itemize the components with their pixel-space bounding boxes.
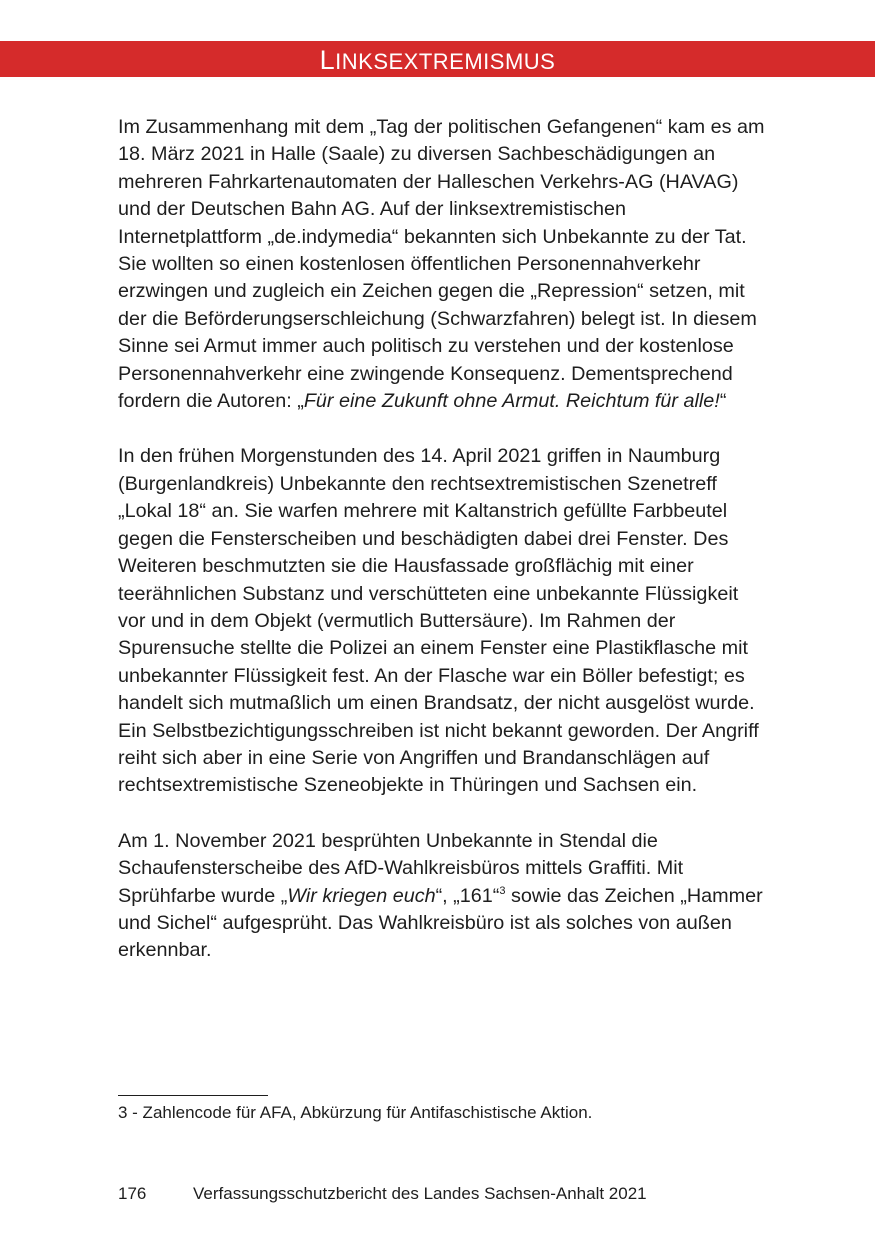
page-number: 176: [118, 1184, 147, 1203]
footnote: 3 - Zahlencode für AFA, Abkürzung für Antifaschistische Aktion.: [118, 1103, 593, 1122]
footnote-divider: [118, 1095, 268, 1096]
main-text: [118, 114, 768, 965]
quote-zukunft: Für eine Zukunft ohne Armut. Reichtum für alle!: [303, 390, 720, 413]
paragraph-naumburg: In den frühen Morgenstunden des 14. April 2021 griffen in Naumburg (Burgenlandkreis) Unbekannte den rechtsextremistischen Szenetreff „Lokal 18“ an. Sie warfen mehrere mit Kaltanstrich gefüllte Farbbeutel gegen die Fensterscheiben und beschädigten dabei drei Fenster. Des Weiteren beschmutzten sie die Hausfassade großflächig mit einer teerähnlichen Substanz und verschütteten eine unbekannte Flüssigkeit vor und in dem Objekt (vermutlich Buttersäure). Im Rahmen der Spurensuche stellte die Polizei an einem Fenster eine Plastikflasche mit unbekannter Flüssigkeit fest. An der Flasche war ein Böller befestigt; es handelt sich mutmaßlich um einen Brandsatz, der nicht ausgelöst wurde. Ein Selbstbezichtigungsschreiben ist nicht bekannt geworden. Der Angriff reiht sich aber in eine Serie von Angriffen und Brandanschlägen auf rechtsextremistische Szeneobjekte in Thüringen und Sachsen ein.: [118, 445, 759, 797]
footer-title: Verfassungsschutzbericht des Landes Sachsen-Anhalt 2021: [193, 1184, 647, 1203]
paragraph-halle: Im Zusammenhang mit dem „Tag der politischen Gefangenen“ kam es am 18. März 2021 in Halle (Saale) zu diversen Sachbeschädigungen an mehreren Fahrkartenautomaten der Halleschen Verkehrs-AG (HAVAG) und der Deutschen Bahn AG. Auf der linksextremistischen Internetplattform „de.indymedia“ bekannten sich Unbekannte zu der Tat. Sie wollten so einen kostenlosen öffentlichen Personennahverkehr erzwingen und zugleich ein Zeichen gegen die „Repression“ setzen, mit der die Beförderungserschleichung (Schwarzfahren) belegt ist. In diesem Sinne sei Armut immer auch politisch zu verstehen und der kostenlose Personennahverkehr eine zwingende Konsequenz. Dementsprechend fordern die Autoren: „Für eine Zukunft ohne Armut. Reichtum für alle!“: [118, 116, 765, 413]
section-title: [0, 43, 875, 77]
section-title-initial: L: [319, 45, 336, 75]
paragraph-stendal: Am 1. November 2021 besprühten Unbekannte in Stendal die Schaufensterscheibe des AfD-Wahlkreisbüros mittels Graffiti. Mit Sprühfarbe wurde „Wir kriegen euch“, „161“$^3$ sowie das Zeichen „Hammer und Sichel“ aufgesprüht. Das Wahlkreisbüro ist als solches von außen erkennbar.: [118, 829, 763, 962]
section-title-rest: INKSEXTREMISMUS: [335, 49, 556, 74]
footnote-reference[interactable]: 3: [499, 884, 506, 897]
quote-wir-kriegen-euch: Wir kriegen euch: [287, 884, 436, 907]
